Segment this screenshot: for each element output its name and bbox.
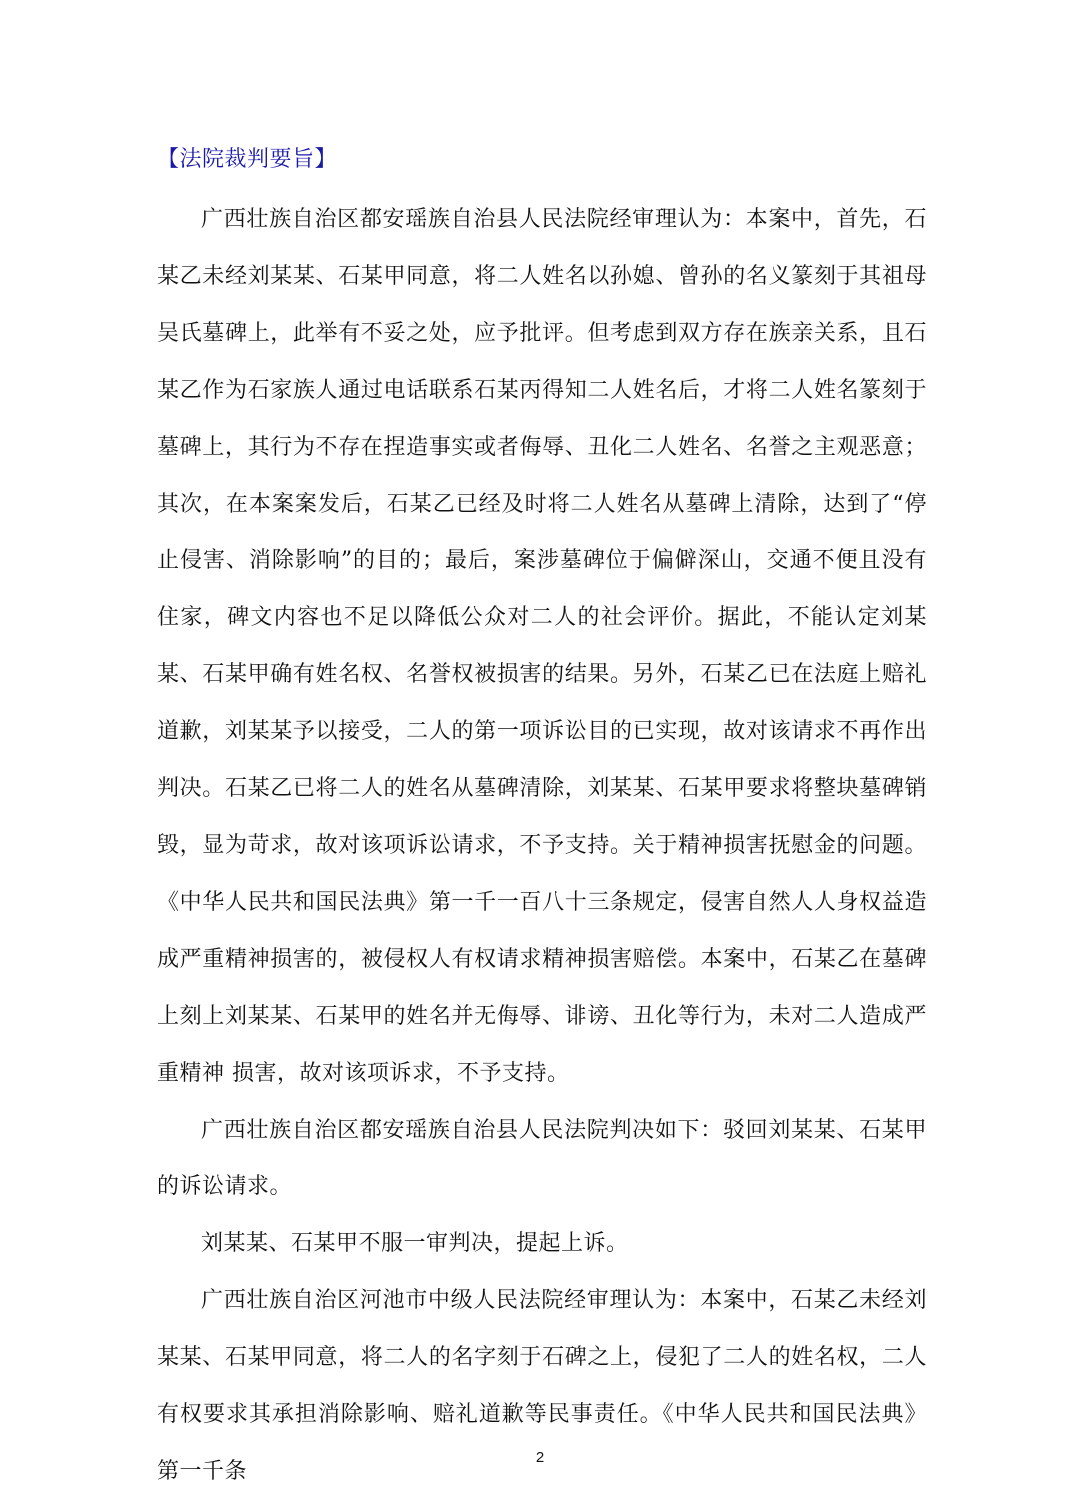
paragraph-appeal: 刘某某、石某甲不服一审判决，提起上诉。 [201,1231,629,1257]
paragraph-trial-judgment: 广西壮族自治区都安瑶族自治县人民法院判决如下：驳回刘某某、石某甲的诉讼请求。 [157,1117,927,1200]
page-number: 2 [535,1449,545,1466]
document-body [157,192,927,1501]
paragraph-trial-reasoning: 广西壮族自治区都安瑶族自治县人民法院经审理认为：本案中，首先，石某乙未经刘某某、石某甲同意，将二人姓名以孙媳、曾孙的名义篆刻于其祖母吴氏墓碑上，此举有不妥之处，应予批评。但考虑到双方存在族亲关系，且石某乙作为石家族人通过电话联系石某丙得知二人姓名后，才将二人姓名篆刻于墓碑上，其行为不存在捏造事实或者侮辱、丑化二人姓名、名誉之主观恶意；其次，在本案案发后，石某乙已经及时将二人姓名从墓碑上清除，达到了“停止侵害、消除影响”的目的；最后，案涉墓碑位于偏僻深山，交通不便且没有住家，碑文内容也不足以降低公众对二人的社会评价。据此，不能认定刘某某、石某甲确有姓名权、名誉权被损害的结果。另外，石某乙已在法庭上赔礼道歉，刘某某予以接受，二人的第一项诉讼目的已实现，故对该请求不再作出判决。石某乙已将二人的姓名从墓碑清除，刘某某、石某甲要求将整块墓碑销毁，显为苛求，故对该项诉讼请求，不予支持。关于精神损害抚慰金的问题。《中华人民共和国民法典》第一千一百八十三条规定，侵害自然人人身权益造成严重精神损害的，被侵权人有权请求精神损害赔偿。本案中，石某乙在墓碑上刻上刘某某、石某甲的姓名并无侮辱、诽谤、丑化等行为，未对二人造成严重精神 损害，故对该项诉求，不予支持。 [157,207,927,1086]
paragraph-appellate-reasoning: 广西壮族自治区河池市中级人民法院经审理认为：本案中，石某乙未经刘某某、石某甲同意，将二人的名字刻于石碑之上，侵犯了二人的姓名权，二人有权要求其承担消除影响、赔礼道歉等民事责任。《中华人民共和国民法典》第一千条 [157,1288,927,1484]
section-heading: 【法院裁判要旨】 [157,147,338,172]
